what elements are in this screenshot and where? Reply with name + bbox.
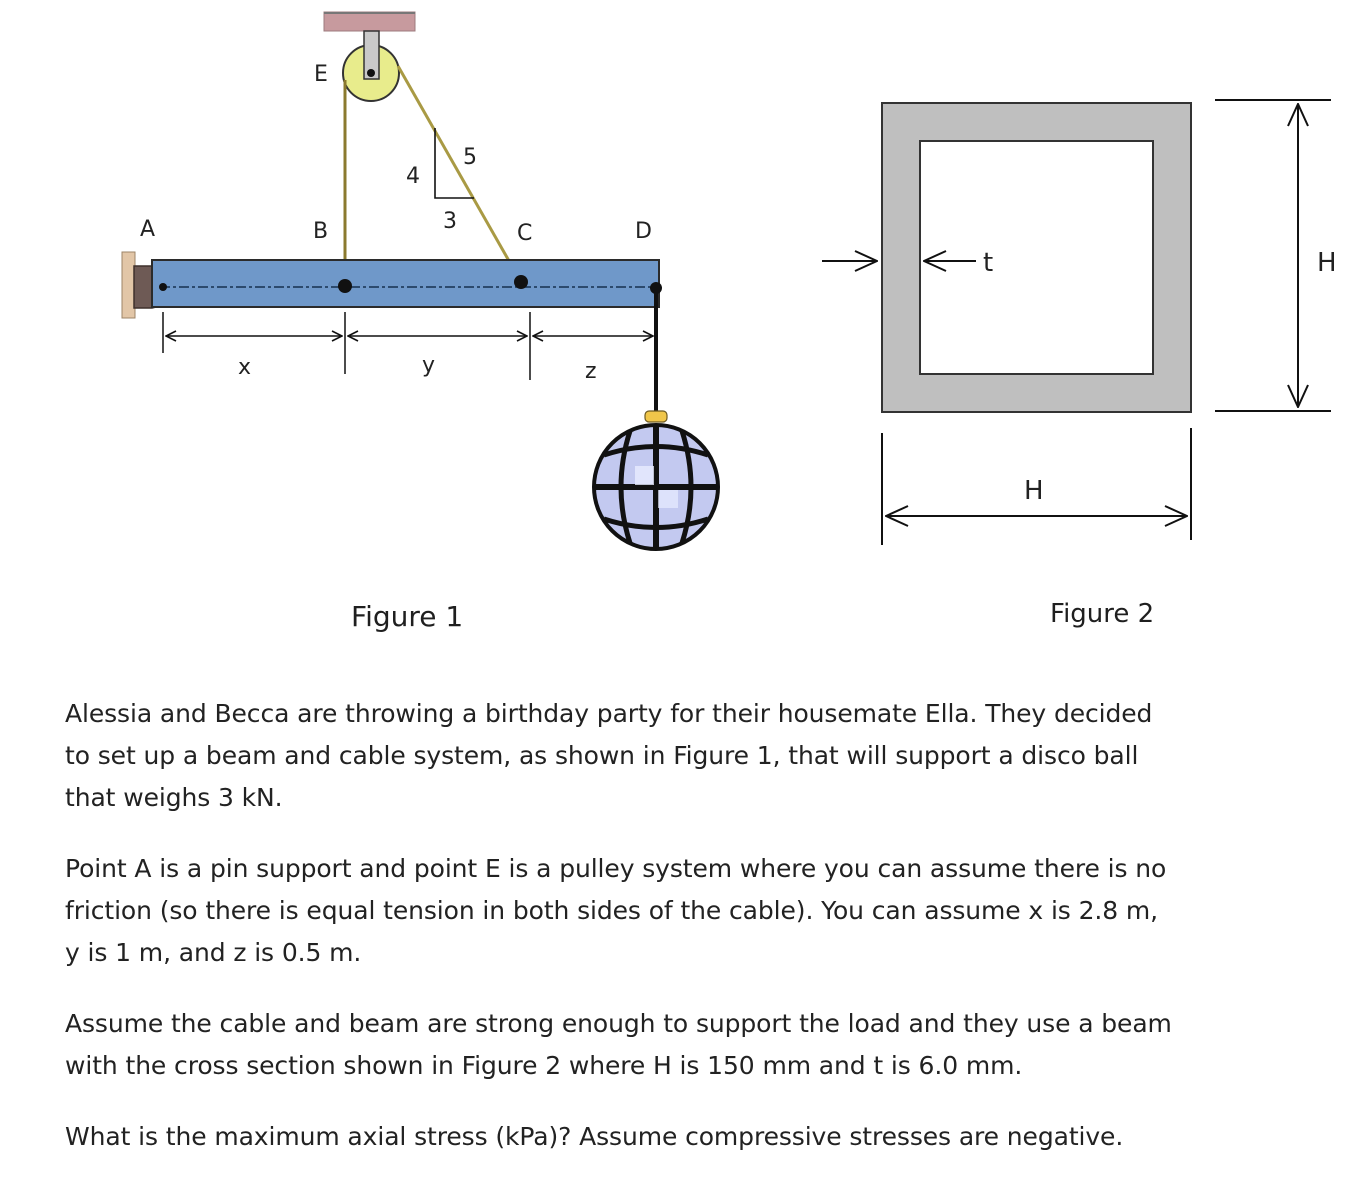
figure-2 (822, 100, 1337, 629)
label-A: A (140, 217, 156, 242)
pulley-axle (367, 69, 375, 77)
figure-2-caption: Figure 2 (1050, 599, 1155, 629)
problem-paragraph-2: Point A is a pin support and point E is a pulley system where you can assume there is no friction (so there is equal tension in both sides of the cable). You can assume x is 2.8 m, y is 1 m, and z is 0.5 m. (65, 854, 1167, 967)
label-height-H: H (1317, 248, 1337, 278)
problem-paragraph-1: Alessia and Becca are throwing a birthday party for their housemate Ella. They decided to set up a beam and cable system, as shown in Figure 1, that will support a disco ball that weighs 3 kN. (65, 699, 1153, 812)
point-C-dot (514, 275, 528, 289)
beam (152, 260, 659, 307)
label-y: y (422, 353, 436, 378)
label-E: E (314, 62, 328, 87)
label-z: z (585, 359, 597, 384)
figure-1-caption: Figure 1 (351, 600, 464, 633)
figure-1 (122, 12, 718, 633)
label-C: C (517, 221, 533, 246)
label-x: x (238, 355, 252, 380)
label-slope-run: 3 (443, 209, 457, 234)
label-t: t (983, 248, 994, 278)
problem-paragraph-3: Assume the cable and beam are strong enough to support the load and they use a beam with the cross section shown in Figure 2 where H is 150 mm and t is 6.0 mm. (65, 1009, 1172, 1080)
pin-A-dot (159, 283, 167, 291)
disco-ball (594, 425, 718, 549)
ball-cap (645, 411, 667, 422)
label-D: D (635, 219, 652, 244)
wall-support (122, 252, 135, 318)
problem-question: What is the maximum axial stress (kPa)? Assume compressive stresses are negative. (65, 1122, 1124, 1151)
label-slope-hyp: 5 (463, 145, 477, 170)
label-slope-rise: 4 (406, 164, 420, 189)
cross-section-inner (920, 141, 1153, 374)
ceiling-mount (324, 12, 415, 31)
dimension-lines (163, 312, 653, 380)
label-width-H: H (1024, 476, 1044, 506)
problem-statement (65, 693, 1175, 1187)
point-B-dot (338, 279, 352, 293)
label-B: B (313, 219, 329, 244)
